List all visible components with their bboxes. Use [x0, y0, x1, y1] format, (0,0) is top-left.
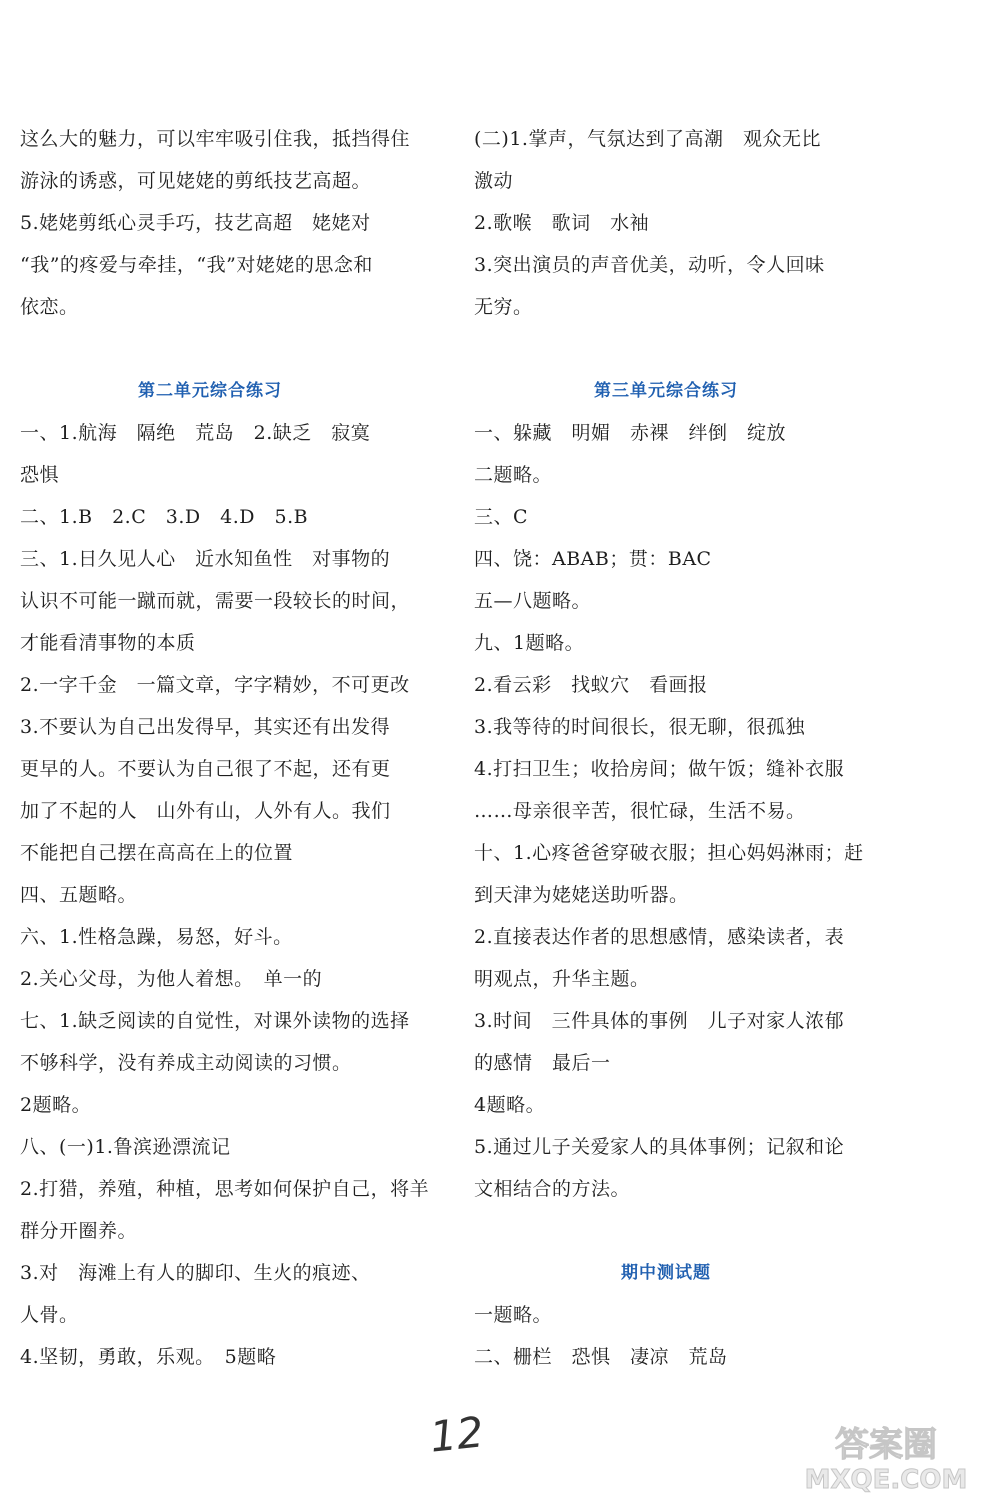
spacer: [20, 328, 400, 370]
text-line: 三、C: [474, 506, 529, 528]
text-line: 六、1.性格急躁，易怒，好斗。: [20, 926, 293, 948]
text-line: 2.一字千金 一篇文章，字字精妙，不可更改: [20, 674, 410, 696]
text-line: 5.通过儿子关爱家人的具体事例；记叙和论: [474, 1136, 845, 1158]
text-line: 到天津为姥姥送助听器。: [474, 884, 689, 906]
text-line: 2.打猎，养殖，种植，思考如何保护自己，将羊: [20, 1178, 430, 1200]
text-line: 2.关心父母，为他人着想。 单一的: [20, 968, 323, 990]
spacer: [474, 1210, 858, 1252]
text-line: 无穷。: [474, 296, 533, 318]
section-heading-unit2: 第二单元综合练习: [138, 381, 282, 401]
text-line: 二、栅栏 恐惧 凄凉 荒岛: [474, 1346, 728, 1368]
text-line: 九、1题略。: [474, 632, 585, 654]
text-line: 恐惧: [20, 464, 60, 486]
text-line: 3.我等待的时间很长，很无聊，很孤独: [474, 716, 806, 738]
text-line: 认识不可能一蹴而就，需要一段较长的时间，: [20, 590, 411, 612]
text-line: 激动: [474, 170, 514, 192]
text-line: 四、饶：ABAB；贯：BAC: [474, 548, 712, 570]
text-line: 游泳的诱惑，可见姥姥的剪纸技艺高超。: [20, 170, 372, 192]
text-line: 这么大的魅力，可以牢牢吸引住我，抵挡得住: [20, 128, 411, 150]
text-line: ……母亲很辛苦，很忙碌，生活不易。: [474, 800, 806, 822]
text-line: 2.歌喉 歌词 水袖: [474, 212, 650, 234]
handwritten-page-number: 12: [427, 1407, 486, 1462]
text-line: 4.坚韧，勇敢，乐观。 5题略: [20, 1346, 277, 1368]
text-line: (二)1.掌声，气氛达到了高潮 观众无比: [474, 128, 821, 150]
text-line: 3.对 海滩上有人的脚印、生火的痕迹、: [20, 1262, 371, 1284]
text-line: 不能把自己摆在高高在上的位置: [20, 842, 294, 864]
left-column: [20, 118, 430, 1378]
watermark-text-top: 答案圈: [835, 1425, 937, 1465]
text-line: 八、(一)1.鲁滨逊漂流记: [20, 1136, 231, 1158]
text-line: 加了不起的人 山外有山，人外有人。我们: [20, 800, 391, 822]
right-column: [474, 118, 864, 1378]
text-line: 更早的人。不要认为自己很了不起，还有更: [20, 758, 391, 780]
text-line: 5.姥姥剪纸心灵手巧，技艺高超 姥姥对: [20, 212, 371, 234]
text-line: 2题略。: [20, 1094, 92, 1116]
text-line: 3.时间 三件具体的事例 儿子对家人浓郁: [474, 1010, 845, 1032]
text-line: 明观点，升华主题。: [474, 968, 650, 990]
text-line: 四、五题略。: [20, 884, 138, 906]
text-line: 十、1.心疼爸爸穿破衣服；担心妈妈淋雨；赶: [474, 842, 864, 864]
text-line: 2.直接表达作者的思想感情，感染读者，表: [474, 926, 845, 948]
text-line: 的感情 最后一: [474, 1052, 611, 1074]
text-line: 一、1.航海 隔绝 荒岛 2.缺乏 寂寞: [20, 422, 371, 444]
text-line: 三、1.日久见人心 近水知鱼性 对事物的: [20, 548, 391, 570]
text-line: 2.看云彩 找蚁穴 看画报: [474, 674, 708, 696]
text-line: 二、1.B 2.C 3.D 4.D 5.B: [20, 506, 309, 528]
text-line: 人骨。: [20, 1304, 79, 1326]
text-line: 文相结合的方法。: [474, 1178, 631, 1200]
text-line: 依恋。: [20, 296, 79, 318]
text-line: 3.不要认为自己出发得早，其实还有出发得: [20, 716, 391, 738]
watermark-logo: [786, 1416, 986, 1496]
text-line: “我”的疼爱与牵挂，“我”对姥姥的思念和: [20, 254, 373, 276]
section-heading-unit3: 第三单元综合练习: [594, 381, 738, 401]
text-line: 4题略。: [474, 1094, 546, 1116]
text-line: 不够科学，没有养成主动阅读的习惯。: [20, 1052, 352, 1074]
text-line: 3.突出演员的声音优美，动听，令人回味: [474, 254, 825, 276]
text-line: 一题略。: [474, 1304, 553, 1326]
section-heading-midterm: 期中测试题: [621, 1263, 711, 1283]
text-line: 4.打扫卫生；收拾房间；做午饭；缝补衣服: [474, 758, 845, 780]
spacer: [474, 328, 858, 370]
text-line: 才能看清事物的本质: [20, 632, 196, 654]
text-line: 群分开圈养。: [20, 1220, 138, 1242]
text-line: 一、躲藏 明媚 赤裸 绊倒 绽放: [474, 422, 787, 444]
watermark-text-bottom: MXQE.COM: [804, 1465, 968, 1495]
text-line: 七、1.缺乏阅读的自觉性，对课外读物的选择: [20, 1010, 410, 1032]
text-line: 二题略。: [474, 464, 553, 486]
text-line: 五—八题略。: [474, 590, 592, 612]
